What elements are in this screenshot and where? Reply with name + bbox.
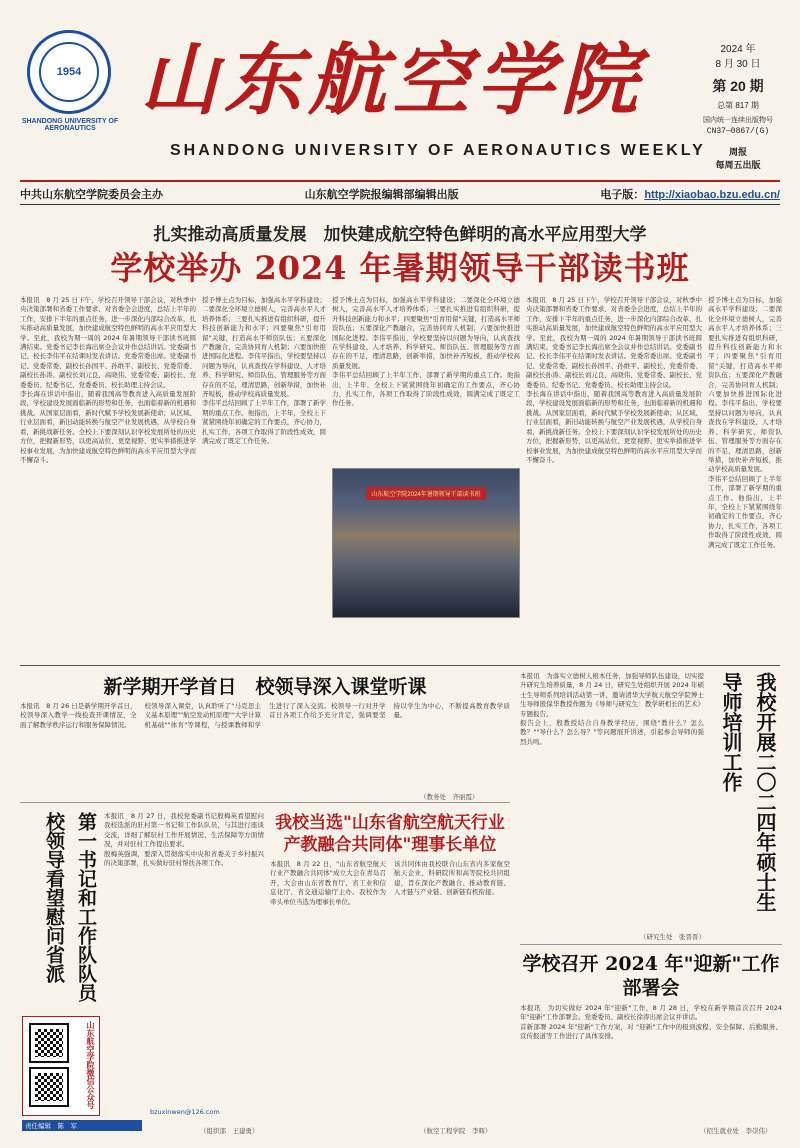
qr-code-2[interactable] bbox=[29, 1067, 69, 1107]
weekly-label: 周报 bbox=[728, 147, 747, 157]
article6-title: 学校召开 2024 年"迎新"工作部署会 bbox=[522, 953, 780, 999]
article4-byline: （航空工程学院 李辉） bbox=[420, 1127, 492, 1135]
divider-right bbox=[520, 944, 782, 945]
issue-date: 8 月 30 日 bbox=[715, 59, 761, 70]
divider-left bbox=[20, 802, 510, 803]
qr-label: 山东航空学院微信公众号 bbox=[86, 1021, 96, 1109]
cn-number: CN37—0867/(G) bbox=[706, 127, 770, 136]
article6-byline: （招生就业处 李崇伟） bbox=[700, 1127, 772, 1135]
school-logo bbox=[27, 30, 111, 114]
issue-info bbox=[688, 42, 788, 172]
website-link[interactable]: http://xiaobao.bzu.edu.cn/ bbox=[644, 189, 780, 201]
lead-column-5: 授予博士点为目标，加强高水平学科建设；二要深化全环境立德树人，完善高水平人才培养体系；三要扎实推进有组织科研，提升科技创新能力和水平；四要聚焦"引育用留"关键，打造高水平师资队伍；五要深化产教融合，完善协同育人机制；六要加快推进国际化进程。李伟平指出，学校要坚持以问题为导向，认真查找在学科建设、人才培养、科学研究、师资队伍、管理服务等方面存在的不足，理清思路，创新举措，加快补齐短板，推动学校高质量发展。 李伟平总结回顾了上半年工作，部署了新学期的重点工作。他指出，上半年，全校上下紧紧围绕年初确定的工作要点，齐心协力，扎实工作，各项工作取得了阶段性成效，圆满完成了既定工作任务。 bbox=[708, 296, 782, 549]
lead-column-1: 本报讯 8 月 25 日下午，学校召开领导干部会议，对秋季中央决策部署和省委工作要求、对省委全会进度，总结上半年的工作，安排下半年的重点任务，进一步深化内部综合改革，扎实推动高质量发展，加快建成航空特色鲜明的高水平应用型大学。至此，我校为期一周的 2024 年暑期领导干部读书班圆满结束。党委书记李长海出席全会议并作总结讲话。党委副书记、校长李伟平在结课时发表讲话。党委常委出席。党委副书记、党委常委、副校长孙国平、孙维平、副校长、党委常委、副校长孙涛、副校长刘元良、高晓伟、党委常委、副校长、党委委员、纪委书记、党委委员、校长助理主持会议。 李长海在讲话中指出，随着我国高等教育进入高质量发展阶段，学校建设发展面临新的形势和任务，也面临着新的机遇和挑战。从国家层面看，新时代赋予学校发展新使命；从区域、行业层面看，新旧动能转换与航空产业发展机遇，从学校自身看，新挑战新任务。全校上下要深刻认识学校发展所处的历史方位，把握新形势，以更高站位、更宽视野、更实举措推进学校事业发展，为加快建成航空特色鲜明的高水平应用型大学而不懈奋斗。 bbox=[20, 296, 196, 464]
url-label: 电子版： bbox=[600, 189, 645, 201]
contact-email: bzuxinwen@126.com bbox=[150, 1108, 220, 1116]
article6-body: 本报讯 为切实做好 2024 年"迎新"工作，8 月 28 日，学校在新学期首次召开 2024 年"迎新"工作部署会。党委委员、副校长徐涛出席会议并讲话。 首新部署 2024 年"迎新"工作方案，对 "迎新"工作中的报到流程、安全保障、后勤服务、宣传报道等工作进行了具体安排。 bbox=[520, 1004, 782, 1041]
issue-number: 第 20 期 bbox=[712, 78, 764, 94]
article2-byline: （教务处 齐丽霞） bbox=[420, 793, 479, 801]
logo-year: 1954 bbox=[56, 66, 82, 78]
lead-subheadline: 扎实推动高质量发展 加快建成航空特色鲜明的高水平应用型大学 bbox=[153, 225, 647, 245]
article5-title: 第一书记和工作队队员校领导看望慰问省派 bbox=[43, 812, 97, 1002]
cn-label: 国内统一连续出版物号 bbox=[703, 117, 773, 124]
photo-banner: 山东航空学院2024年暑期领导干部读书班 bbox=[366, 487, 485, 500]
lead-photo bbox=[332, 468, 520, 618]
lead-column-4: 本报讯 8 月 25 日下午，学校召开领导干部会议，对秋季中央决策部署和省委工作要求、对省委全会进度，总结上半年的工作，安排下半年的重点任务，进一步深化内部综合改革，扎实推动高质量发展，加快建成航空特色鲜明的高水平应用型大学。至此，我校为期一周的 2024 年暑期领导干部读书班圆满结束。党委书记李长海出席全会议并作总结讲话。党委副书记、校长李伟平在结课时发表讲话。党委常委出席。党委副书记、党委常委、副校长孙国平、孙维平、副校长、党委常委、副校长孙涛、副校长刘元良、高晓伟、党委常委、副校长、党委委员、纪委书记、党委委员、校长助理主持会议。 李长海在讲话中指出，随着我国高等教育进入高质量发展阶段，学校建设发展面临新的形势和任务，也面临着新的机遇和挑战。从国家层面看，新时代赋予学校发展新使命；从区域、行业层面看，新旧动能转换与航空产业发展机遇，从学校自身看，新挑战新任务。全校上下要深刻认识学校发展所处的历史方位，把握新形势，以更高站位、更宽视野、更实举措推进学校事业发展，为加快建成航空特色鲜明的高水平应用型大学而不懈奋斗。 bbox=[526, 296, 702, 464]
logo-inner-ring bbox=[39, 42, 99, 102]
logo-english-name: SHANDONG UNIVERSITY OF AERONAUTICS bbox=[21, 118, 119, 132]
subline-rule bbox=[20, 204, 780, 205]
weekly-schedule: 每周五出版 bbox=[715, 160, 761, 170]
article3-body: 本报讯 为落实立德树人根本任务，加强导师队伍建设，切实提升研究生培养质量，8 月 24 日，研究生处组织开展 2024 年硕士生导师系列培训活动第一讲，邀请清华大学航天航空学院博士生导师殷保华教授作题为《导师与研究生：教学研相长的艺术》专题报告。 报告会上，殷教授结合自身教学经历，围绕"教什么？怎么教？""导什么？怎么导？"等问题展开讲述，引起参会导师的强烈共鸣。 bbox=[520, 672, 704, 746]
lead-column-3: 授予博士点为目标，加强高水平学科建设；二要深化全环境立德树人，完善高水平人才培养体系；三要扎实推进有组织科研，提升科技创新能力和水平；四要聚焦"引育用留"关键，打造高水平师资队伍；五要深化产教融合，完善协同育人机制；六要加快推进国际化进程。李伟平指出，学校要坚持以问题为导向，认真查找在学科建设、人才培养、科学研究、师资队伍、管理服务等方面存在的不足，理清思路，创新举措，加快补齐短板，推动学校高质量发展。 李伟平总结回顾了上半年工作，部署了新学期的重点工作。他指出，上半年，全校上下紧紧围绕年初确定的工作要点，齐心协力，扎实工作，各项工作取得了阶段性成效，圆满完成了既定工作任务。 bbox=[332, 296, 520, 408]
total-issue: 总第 817 期 bbox=[717, 101, 759, 110]
article4-title: 我校当选"山东省航空航天行业产教融合共同体"理事长单位 bbox=[275, 813, 505, 855]
article5-byline: （组织部 王建勇） bbox=[200, 1127, 259, 1135]
article2-body: 本报讯 8 月 26 日是新学期开学首日，校领导深入教学一线检查开课情况，全面了解教学秩序运行和服务保障情况。 校领导深入课堂，认真聆听了"马克思主义基本原理""航空发动机原理""大学计算机基础""体育"等课程，与授课教师和学生进行了深入交流。校领导一行对开学首日各项工作给予充分肯定，强调要坚持以学生为中心，不断提高教育教学质量。 bbox=[20, 702, 510, 729]
qr-panel bbox=[22, 1016, 100, 1116]
article5-body: 本报讯 8 月 27 日，我校党委副书记殷梅英看望慰问我校选派的驻村第一书记和工作队队员，与其进行座谈交流，详细了解驻村工作开展情况、生活保障等方面情况，并对驻村工作提出要求。 殷梅英强调，要深入贯彻落实中央和省委关于乡村振兴的决策部署，扎实做好驻村帮扶各项工作。 bbox=[104, 812, 264, 868]
url-block bbox=[600, 186, 780, 202]
newspaper-title: 山东航空学院 bbox=[140, 35, 645, 126]
lead-headline: 学校举办 2024 年暑期领导干部读书班 bbox=[110, 249, 690, 287]
article3-byline: （研究生处 张晋晋） bbox=[640, 933, 705, 941]
publisher-line bbox=[20, 186, 780, 202]
newspaper-title-english: SHANDONG UNIVERSITY OF AERONAUTICS WEEKLY bbox=[170, 142, 706, 159]
article2-title: 新学期开学首日 校领导深入课堂听课 bbox=[103, 676, 427, 698]
issue-year: 2024 年 bbox=[720, 44, 756, 55]
sponsor: 中共山东航空学院委员会主办 bbox=[20, 189, 163, 201]
responsible-editor: 责任编辑 陈 军 bbox=[22, 1120, 142, 1131]
qr-code[interactable] bbox=[29, 1023, 69, 1063]
section-divider bbox=[20, 665, 780, 666]
masthead-rule bbox=[20, 180, 780, 182]
article3-title: 我校开展二〇二四年硕士生导师培训工作 bbox=[719, 672, 777, 912]
editor: 山东航空学院报编辑部编辑出版 bbox=[304, 189, 459, 201]
article4-body: 本报讯 8 月 22 日，"山东省航空航天行业产教融合共同体"成立大会在青岛召开，大会由山东省教育厅、省工业和信息化厅、省交通运输厅主办。我校作为牵头单位当选为理事长单位。 该共同体由我校联合山东省内多家航空航天企业、科研院所和高等院校共同组建，旨在深化产教融合、推动教育链、人才链与产业链、创新链有机衔接。 bbox=[270, 860, 510, 906]
lead-column-2: 授予博士点为目标，加强高水平学科建设；二要深化全环境立德树人，完善高水平人才培养体系；三要扎实推进有组织科研，提升科技创新能力和水平；四要聚焦"引育用留"关键，打造高水平师资队伍；五要深化产教融合，完善协同育人机制；六要加快推进国际化进程。李伟平指出，学校要坚持以问题为导向，认真查找在学科建设、人才培养、科学研究、师资队伍、管理服务等方面存在的不足，理清思路，创新举措，加快补齐短板，推动学校高质量发展。 李伟平总结回顾了上半年工作，部署了新学期的重点工作。他指出，上半年，全校上下紧紧围绕年初确定的工作要点，齐心协力，扎实工作，各项工作取得了阶段性成效，圆满完成了既定工作任务。 bbox=[202, 296, 326, 446]
